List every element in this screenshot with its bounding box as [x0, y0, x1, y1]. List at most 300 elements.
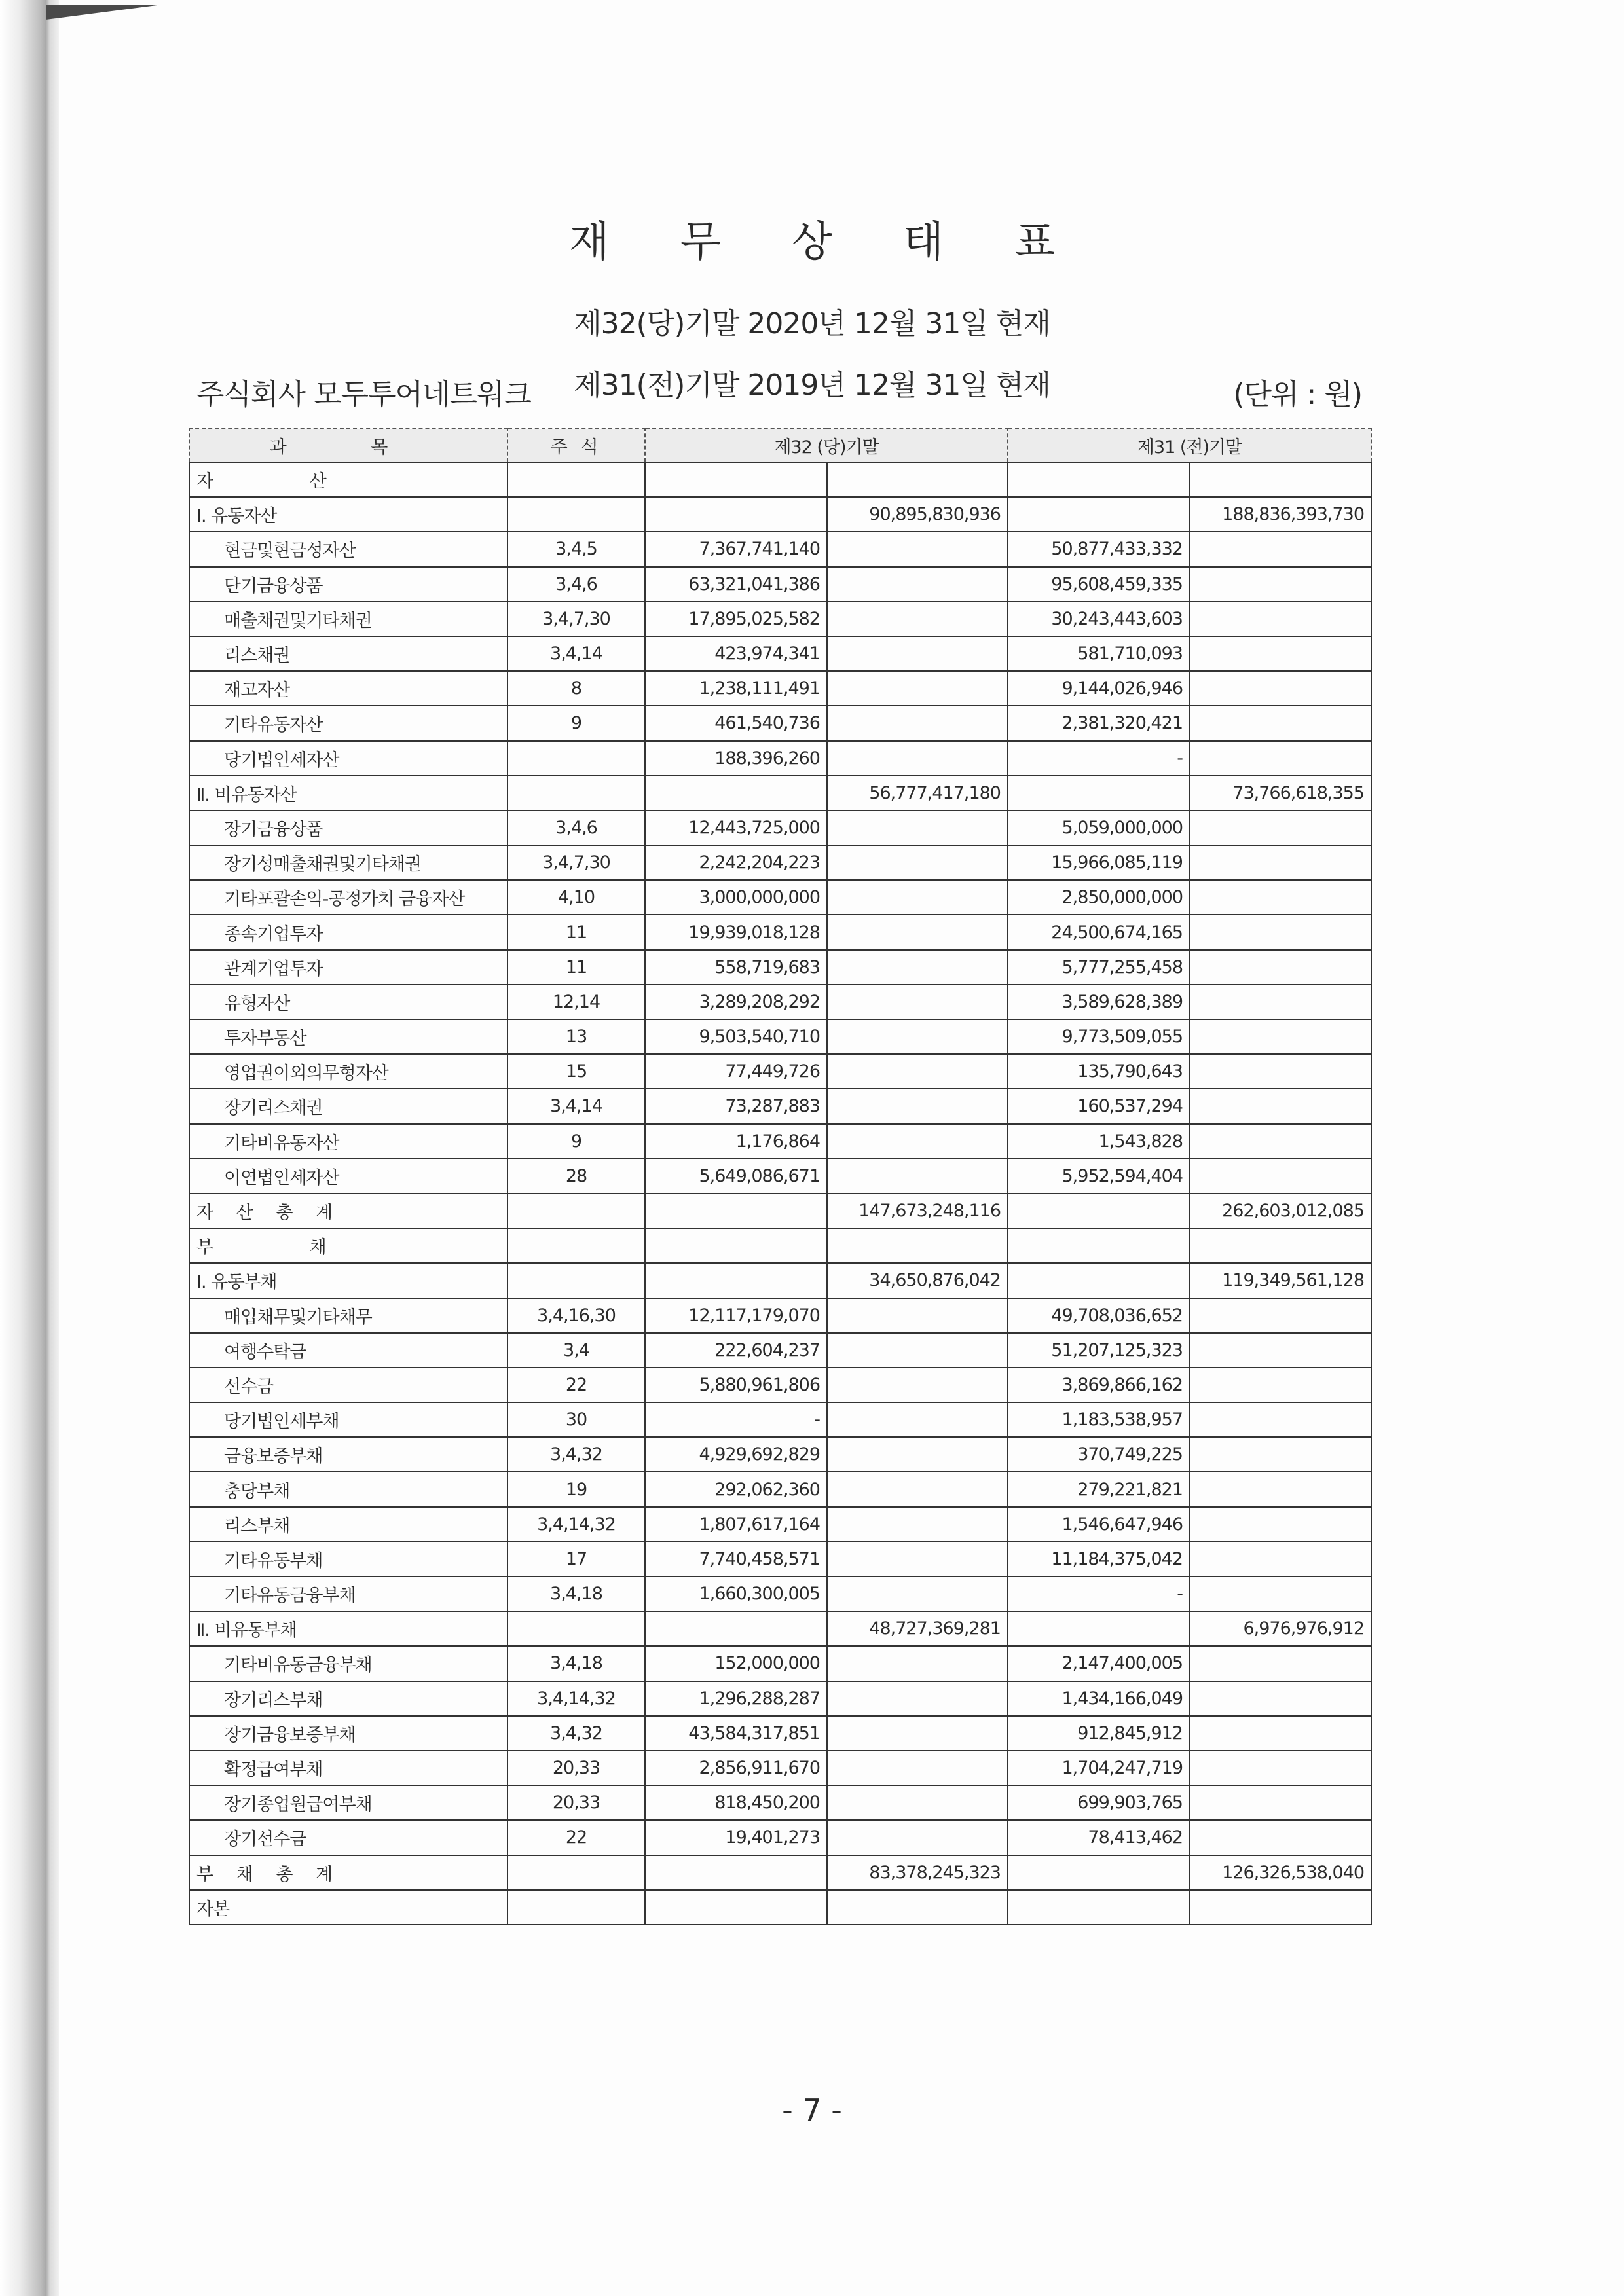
table-row: [189, 811, 1371, 845]
row-note: 3,4,18: [507, 1646, 645, 1681]
row-current-subtotal: [827, 741, 1008, 776]
row-note: 3,4,7,30: [507, 602, 645, 636]
row-prior-item-amount: 95,608,459,335: [1008, 567, 1190, 602]
row-label-text: 기타포괄손익-공정가치 금융자산: [224, 889, 465, 910]
row-prior-item-amount: 24,500,674,165: [1008, 915, 1190, 949]
row-current-subtotal: [827, 1437, 1008, 1472]
row-note: 20,33: [507, 1785, 645, 1820]
row-note: 30: [507, 1402, 645, 1437]
row-label: [189, 1194, 507, 1228]
row-label: [189, 462, 507, 497]
row-prior-subtotal: [1190, 1646, 1371, 1681]
row-label: [189, 567, 507, 602]
row-note: 11: [507, 915, 645, 949]
table-row: [189, 1472, 1371, 1506]
row-current-subtotal: [827, 1089, 1008, 1123]
row-label: [189, 811, 507, 845]
table-row: [189, 706, 1371, 740]
row-current-subtotal: [827, 1576, 1008, 1611]
table-row: [189, 532, 1371, 566]
table-row: [189, 1785, 1371, 1820]
row-prior-subtotal: [1190, 1751, 1371, 1785]
table-row: [189, 602, 1371, 636]
row-note: 11: [507, 950, 645, 985]
row-label: [189, 1576, 507, 1611]
row-prior-item-amount: 1,543,828: [1008, 1124, 1190, 1159]
row-current-item-amount: 1,807,617,164: [645, 1507, 827, 1542]
row-current-item-amount: 1,176,864: [645, 1124, 827, 1159]
row-prior-item-amount: [1008, 1855, 1190, 1890]
row-label: [189, 915, 507, 949]
row-prior-subtotal: 73,766,618,355: [1190, 776, 1371, 811]
row-current-item-amount: 2,242,204,223: [645, 845, 827, 880]
row-prior-item-amount: [1008, 1194, 1190, 1228]
row-label: [189, 1054, 507, 1089]
table-row: [189, 1019, 1371, 1054]
table-row: [189, 1194, 1371, 1228]
row-current-subtotal: [827, 1646, 1008, 1681]
table-row: [189, 1716, 1371, 1751]
row-prior-item-amount: 2,381,320,421: [1008, 706, 1190, 740]
header-note: [507, 428, 645, 462]
row-label: [189, 1298, 507, 1333]
row-label-text: 현금및현금성자산: [224, 541, 356, 562]
row-label: [189, 706, 507, 740]
row-prior-subtotal: [1190, 1054, 1371, 1089]
row-label-text: 부 채: [196, 1237, 326, 1258]
row-label: [189, 636, 507, 671]
row-prior-subtotal: [1190, 671, 1371, 706]
row-prior-subtotal: [1190, 1333, 1371, 1368]
row-current-item-amount: [645, 497, 827, 532]
period-prior: 제31(전)기말 2019년 12월 31일 현재: [574, 369, 1050, 402]
row-current-item-amount: 5,880,961,806: [645, 1368, 827, 1402]
row-label: [189, 1751, 507, 1785]
row-note: 3,4,32: [507, 1716, 645, 1751]
table-row: [189, 1611, 1371, 1646]
row-current-subtotal: [827, 1507, 1008, 1542]
row-label-text: 장기선수금: [224, 1829, 306, 1850]
table-row: [189, 950, 1371, 985]
row-prior-subtotal: [1190, 1298, 1371, 1333]
row-label: [189, 845, 507, 880]
row-prior-subtotal: [1190, 706, 1371, 740]
row-note: [507, 1855, 645, 1890]
row-prior-subtotal: 188,836,393,730: [1190, 497, 1371, 532]
row-label-text: 장기금융상품: [224, 819, 323, 840]
table-row: [189, 845, 1371, 880]
row-prior-item-amount: 699,903,765: [1008, 1785, 1190, 1820]
row-prior-item-amount: 51,207,125,323: [1008, 1333, 1190, 1368]
row-note: 3,4,16,30: [507, 1298, 645, 1333]
row-current-subtotal: [827, 1820, 1008, 1855]
currency-unit: (단위 : 원): [1233, 378, 1362, 411]
row-prior-subtotal: [1190, 602, 1371, 636]
row-prior-item-amount: 5,059,000,000: [1008, 811, 1190, 845]
row-label-text: 확정급여부채: [224, 1760, 323, 1781]
row-label: [189, 1124, 507, 1159]
row-label: [189, 602, 507, 636]
row-current-item-amount: 3,289,208,292: [645, 985, 827, 1019]
row-prior-subtotal: 119,349,561,128: [1190, 1263, 1371, 1298]
row-current-subtotal: [827, 1159, 1008, 1194]
row-note: 3,4,6: [507, 567, 645, 602]
row-prior-item-amount: 11,184,375,042: [1008, 1542, 1190, 1576]
row-label-text: 기타유동금융부채: [224, 1586, 356, 1607]
row-prior-item-amount: 9,773,509,055: [1008, 1019, 1190, 1054]
row-note: 4,10: [507, 880, 645, 915]
row-note: 19: [507, 1472, 645, 1506]
row-current-item-amount: 461,540,736: [645, 706, 827, 740]
row-current-subtotal: [827, 1054, 1008, 1089]
row-prior-item-amount: [1008, 1263, 1190, 1298]
row-label-text: 금융보증부채: [224, 1446, 323, 1467]
row-current-item-amount: 188,396,260: [645, 741, 827, 776]
row-note: 3,4,6: [507, 811, 645, 845]
header-account: [189, 428, 507, 462]
row-prior-item-amount: [1008, 776, 1190, 811]
row-prior-subtotal: [1190, 1019, 1371, 1054]
row-label: [189, 1681, 507, 1716]
row-current-subtotal: [827, 532, 1008, 566]
row-prior-subtotal: [1190, 1890, 1371, 1925]
row-note: [507, 1611, 645, 1646]
row-current-subtotal: [827, 636, 1008, 671]
row-label: [189, 1228, 507, 1263]
row-label-text: 기타비유동금융부채: [224, 1655, 372, 1676]
header-account-label: 과 목: [269, 437, 428, 458]
table-row: [189, 1124, 1371, 1159]
row-note: 28: [507, 1159, 645, 1194]
row-label-text: 단기금융상품: [224, 575, 323, 596]
row-note: [507, 776, 645, 811]
row-current-item-amount: 2,856,911,670: [645, 1751, 827, 1785]
row-prior-item-amount: 3,869,866,162: [1008, 1368, 1190, 1402]
table-row: [189, 915, 1371, 949]
row-label-text: 여행수탁금: [224, 1341, 306, 1362]
row-current-subtotal: [827, 1785, 1008, 1820]
table-row: [189, 1681, 1371, 1716]
row-prior-item-amount: [1008, 1890, 1190, 1925]
row-label: [189, 1785, 507, 1820]
row-current-item-amount: 19,939,018,128: [645, 915, 827, 949]
row-note: 8: [507, 671, 645, 706]
row-prior-item-amount: 78,413,462: [1008, 1820, 1190, 1855]
scan-corner-mark: [46, 5, 157, 20]
row-label: [189, 1019, 507, 1054]
row-label: [189, 1507, 507, 1542]
row-prior-item-amount: 1,704,247,719: [1008, 1751, 1190, 1785]
row-label: [189, 1368, 507, 1402]
row-prior-subtotal: [1190, 1576, 1371, 1611]
row-current-item-amount: 292,062,360: [645, 1472, 827, 1506]
row-current-subtotal: [827, 985, 1008, 1019]
row-label-text: 리스채권: [224, 646, 290, 666]
row-current-subtotal: 56,777,417,180: [827, 776, 1008, 811]
row-prior-subtotal: 126,326,538,040: [1190, 1855, 1371, 1890]
row-prior-subtotal: [1190, 811, 1371, 845]
row-prior-subtotal: [1190, 1124, 1371, 1159]
row-prior-item-amount: -: [1008, 741, 1190, 776]
row-note: 22: [507, 1368, 645, 1402]
row-label-text: 기타유동부채: [224, 1550, 323, 1571]
row-current-item-amount: 4,929,692,829: [645, 1437, 827, 1472]
row-current-item-amount: 1,660,300,005: [645, 1576, 827, 1611]
row-label: [189, 1263, 507, 1298]
row-label: [189, 1159, 507, 1194]
row-label-text: 투자부동산: [224, 1029, 306, 1049]
row-current-item-amount: 3,000,000,000: [645, 880, 827, 915]
table-row: [189, 1437, 1371, 1472]
row-label-text: 부 채 총 계: [196, 1864, 333, 1885]
table-row: [189, 741, 1371, 776]
row-prior-subtotal: 262,603,012,085: [1190, 1194, 1371, 1228]
row-prior-item-amount: [1008, 462, 1190, 497]
row-prior-subtotal: [1190, 636, 1371, 671]
row-prior-item-amount: 581,710,093: [1008, 636, 1190, 671]
row-current-item-amount: [645, 1890, 827, 1925]
row-current-subtotal: [827, 462, 1008, 497]
row-prior-subtotal: [1190, 950, 1371, 985]
row-prior-item-amount: 1,546,647,946: [1008, 1507, 1190, 1542]
scan-edge-shadow: [0, 0, 59, 2296]
table-row: [189, 985, 1371, 1019]
row-prior-item-amount: 2,850,000,000: [1008, 880, 1190, 915]
row-current-item-amount: 7,367,741,140: [645, 532, 827, 566]
row-current-item-amount: 17,895,025,582: [645, 602, 827, 636]
row-note: 9: [507, 1124, 645, 1159]
row-label: [189, 497, 507, 532]
row-current-subtotal: [827, 811, 1008, 845]
header-note-label: 주 석: [550, 437, 602, 458]
table-row: [189, 1228, 1371, 1263]
row-label-text: 자본: [196, 1899, 230, 1920]
row-label: [189, 1089, 507, 1123]
row-prior-subtotal: [1190, 1089, 1371, 1123]
table-row: [189, 1054, 1371, 1089]
row-prior-item-amount: 49,708,036,652: [1008, 1298, 1190, 1333]
row-current-item-amount: 7,740,458,571: [645, 1542, 827, 1576]
row-prior-subtotal: [1190, 1437, 1371, 1472]
row-note: [507, 497, 645, 532]
table-row: [189, 1820, 1371, 1855]
row-note: 3,4,14,32: [507, 1507, 645, 1542]
row-note: 13: [507, 1019, 645, 1054]
row-label-text: 재고자산: [224, 680, 290, 701]
table-row: [189, 1890, 1371, 1925]
row-note: 20,33: [507, 1751, 645, 1785]
row-label: [189, 950, 507, 985]
row-prior-item-amount: 912,845,912: [1008, 1716, 1190, 1751]
row-label: [189, 1890, 507, 1925]
row-note: 9: [507, 706, 645, 740]
row-label-text: Ⅰ. 유동부채: [196, 1272, 277, 1293]
row-current-subtotal: [827, 1228, 1008, 1263]
row-prior-subtotal: [1190, 1228, 1371, 1263]
row-prior-subtotal: [1190, 985, 1371, 1019]
row-prior-subtotal: [1190, 462, 1371, 497]
row-current-subtotal: [827, 845, 1008, 880]
row-prior-subtotal: [1190, 567, 1371, 602]
row-current-subtotal: [827, 880, 1008, 915]
row-note: 3,4,7,30: [507, 845, 645, 880]
row-label: [189, 1542, 507, 1576]
row-label: [189, 741, 507, 776]
row-label-text: 관계기업투자: [224, 958, 323, 979]
table-header-row: [189, 428, 1371, 462]
row-current-item-amount: 12,117,179,070: [645, 1298, 827, 1333]
table-row: [189, 567, 1371, 602]
row-label-text: 이연법인세자산: [224, 1167, 339, 1188]
row-current-item-amount: [645, 1194, 827, 1228]
row-current-subtotal: [827, 915, 1008, 949]
row-label-text: Ⅱ. 비유동자산: [196, 784, 297, 805]
row-current-subtotal: [827, 1333, 1008, 1368]
row-note: 3,4,5: [507, 532, 645, 566]
row-current-item-amount: [645, 1611, 827, 1646]
row-prior-item-amount: -: [1008, 1576, 1190, 1611]
row-current-subtotal: [827, 1402, 1008, 1437]
row-label-text: 장기리스부채: [224, 1690, 323, 1711]
row-label: [189, 1855, 507, 1890]
row-prior-subtotal: [1190, 1681, 1371, 1716]
row-current-subtotal: [827, 1124, 1008, 1159]
row-current-item-amount: 63,321,041,386: [645, 567, 827, 602]
table-row: [189, 776, 1371, 811]
row-current-subtotal: [827, 950, 1008, 985]
row-prior-subtotal: [1190, 1402, 1371, 1437]
row-current-subtotal: [827, 1890, 1008, 1925]
row-label: [189, 671, 507, 706]
row-prior-item-amount: 30,243,443,603: [1008, 602, 1190, 636]
row-prior-item-amount: 15,966,085,119: [1008, 845, 1190, 880]
company-name: 주식회사 모두투어네트워크: [196, 378, 532, 411]
balance-sheet-table: [189, 428, 1372, 1925]
table-row: [189, 671, 1371, 706]
row-current-item-amount: 222,604,237: [645, 1333, 827, 1368]
row-current-subtotal: [827, 602, 1008, 636]
row-current-subtotal: [827, 1368, 1008, 1402]
row-prior-subtotal: [1190, 915, 1371, 949]
row-label-text: 당기법인세자산: [224, 750, 339, 771]
row-label-text: 리스부채: [224, 1516, 290, 1537]
row-note: [507, 1228, 645, 1263]
row-label: [189, 1472, 507, 1506]
row-prior-item-amount: [1008, 1228, 1190, 1263]
row-prior-item-amount: 370,749,225: [1008, 1437, 1190, 1472]
row-note: [507, 741, 645, 776]
table-row: [189, 1855, 1371, 1890]
row-label-text: 영업권이외의무형자산: [224, 1063, 388, 1084]
table-row: [189, 1751, 1371, 1785]
row-prior-subtotal: [1190, 532, 1371, 566]
table-row: [189, 636, 1371, 671]
row-current-item-amount: [645, 1855, 827, 1890]
row-current-item-amount: 12,443,725,000: [645, 811, 827, 845]
table-row: [189, 1576, 1371, 1611]
row-current-subtotal: [827, 1542, 1008, 1576]
row-label-text: 자 산: [196, 471, 326, 492]
header-prior-period: 제31 (전)기말: [1008, 428, 1371, 462]
row-note: [507, 462, 645, 497]
row-label: [189, 1333, 507, 1368]
row-prior-item-amount: [1008, 497, 1190, 532]
table-row: [189, 1298, 1371, 1333]
row-label: [189, 1611, 507, 1646]
row-prior-subtotal: [1190, 741, 1371, 776]
row-current-subtotal: [827, 1298, 1008, 1333]
row-current-item-amount: [645, 1263, 827, 1298]
row-label-text: 매입채무및기타채무: [224, 1307, 372, 1328]
page-number: - 7 -: [782, 2092, 842, 2128]
row-label: [189, 1716, 507, 1751]
row-prior-subtotal: [1190, 1472, 1371, 1506]
table-row: [189, 1263, 1371, 1298]
row-note: 17: [507, 1542, 645, 1576]
row-current-subtotal: [827, 1751, 1008, 1785]
row-current-subtotal: [827, 1019, 1008, 1054]
row-current-subtotal: 90,895,830,936: [827, 497, 1008, 532]
row-label: [189, 776, 507, 811]
table-row: [189, 462, 1371, 497]
row-label-text: 자 산 총 계: [196, 1203, 333, 1224]
row-prior-subtotal: [1190, 880, 1371, 915]
row-label-text: Ⅰ. 유동자산: [196, 506, 277, 527]
row-current-subtotal: [827, 1472, 1008, 1506]
row-label-text: 종속기업투자: [224, 924, 323, 945]
row-label-text: 충당부채: [224, 1481, 290, 1502]
row-current-item-amount: 1,238,111,491: [645, 671, 827, 706]
row-current-subtotal: 34,650,876,042: [827, 1263, 1008, 1298]
row-note: [507, 1263, 645, 1298]
row-prior-item-amount: [1008, 1611, 1190, 1646]
row-current-item-amount: 9,503,540,710: [645, 1019, 827, 1054]
table-row: [189, 1646, 1371, 1681]
row-label-text: 당기법인세부채: [224, 1412, 339, 1432]
row-current-item-amount: 73,287,883: [645, 1089, 827, 1123]
row-label-text: 기타비유동자산: [224, 1133, 339, 1154]
table-row: [189, 1333, 1371, 1368]
row-prior-subtotal: [1190, 1368, 1371, 1402]
row-note: [507, 1890, 645, 1925]
row-current-subtotal: [827, 706, 1008, 740]
row-current-subtotal: [827, 1716, 1008, 1751]
row-current-item-amount: 19,401,273: [645, 1820, 827, 1855]
row-prior-item-amount: 1,183,538,957: [1008, 1402, 1190, 1437]
row-label: [189, 1437, 507, 1472]
row-current-item-amount: 43,584,317,851: [645, 1716, 827, 1751]
row-prior-subtotal: 6,976,976,912: [1190, 1611, 1371, 1646]
row-prior-subtotal: [1190, 1542, 1371, 1576]
row-label-text: 장기성매출채권및기타채권: [224, 854, 421, 875]
row-prior-subtotal: [1190, 1785, 1371, 1820]
row-label: [189, 1646, 507, 1681]
header-current-period: 제32 (당)기말: [645, 428, 1008, 462]
row-label: [189, 985, 507, 1019]
row-note: 3,4: [507, 1333, 645, 1368]
row-current-item-amount: [645, 1228, 827, 1263]
row-label: [189, 1820, 507, 1855]
row-note: 3,4,14: [507, 636, 645, 671]
table-row: [189, 1402, 1371, 1437]
row-label-text: 기타유동자산: [224, 715, 323, 736]
row-prior-subtotal: [1190, 1507, 1371, 1542]
table-row: [189, 1368, 1371, 1402]
table-row: [189, 1542, 1371, 1576]
row-current-subtotal: [827, 567, 1008, 602]
row-note: 15: [507, 1054, 645, 1089]
row-current-item-amount: [645, 776, 827, 811]
